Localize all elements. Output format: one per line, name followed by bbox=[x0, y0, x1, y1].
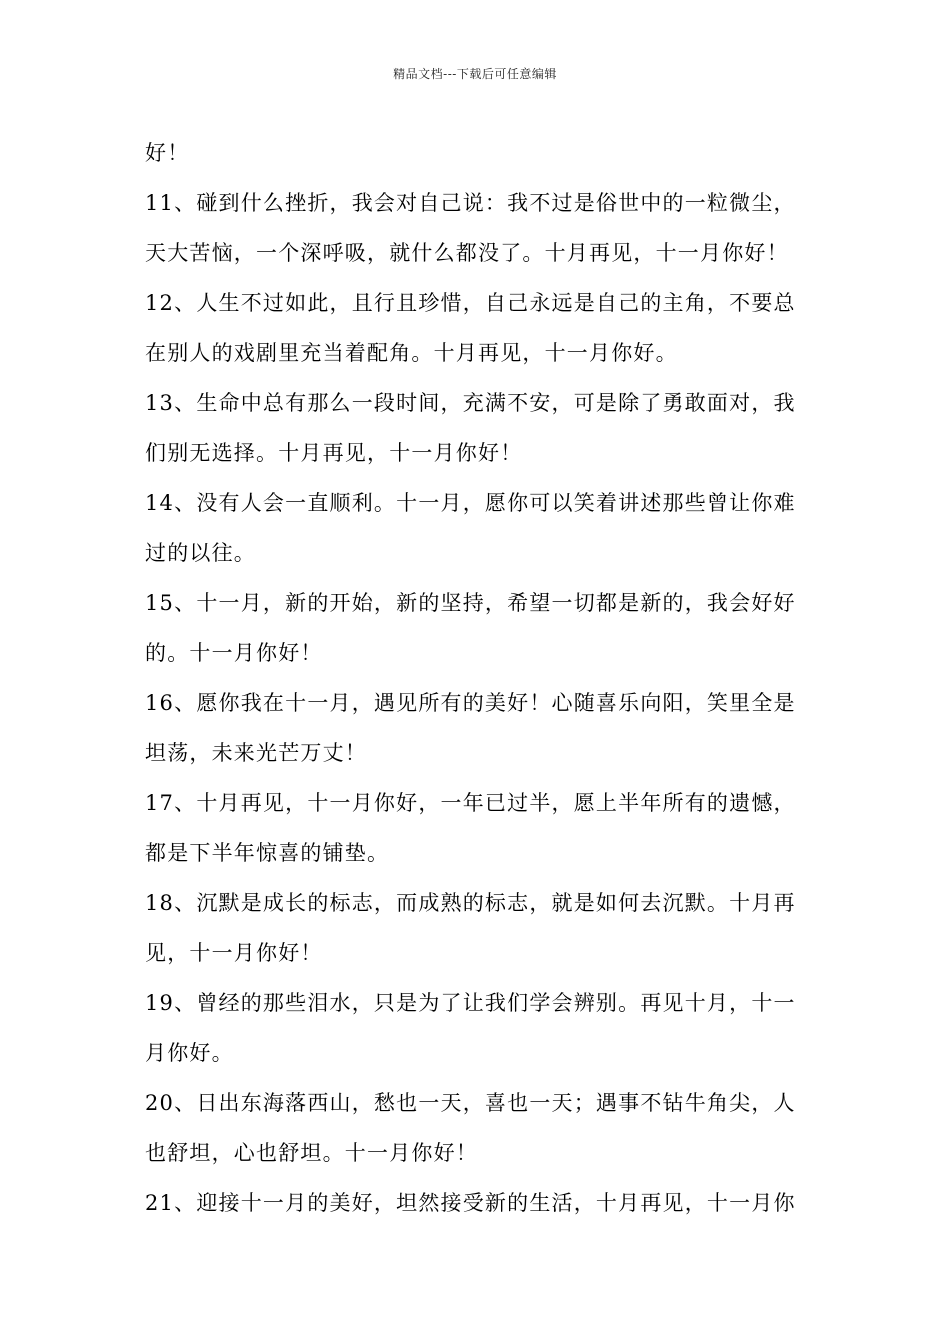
text-line: 14、没有人会一直顺利。十一月，愿你可以笑着讲述那些曾让你难 bbox=[145, 491, 796, 515]
text-line: 坦荡，未来光芒万丈！ bbox=[145, 741, 367, 765]
text-line: 的。十一月你好！ bbox=[145, 641, 323, 665]
text-line: 们别无选择。十月再见，十一月你好！ bbox=[145, 441, 523, 465]
text-line: 都是下半年惊喜的铺垫。 bbox=[145, 841, 390, 865]
page-header: 精品文档---下载后可任意编辑 bbox=[393, 67, 557, 81]
text-line: 20、日出东海落西山，愁也一天，喜也一天；遇事不钻牛角尖，人 bbox=[145, 1091, 796, 1115]
text-line: 12、人生不过如此，且行且珍惜，自己永远是自己的主角，不要总 bbox=[145, 291, 796, 315]
text-line: 21、迎接十一月的美好，坦然接受新的生活，十月再见，十一月你 bbox=[145, 1191, 796, 1215]
text-line: 天大苦恼，一个深呼吸，就什么都没了。十月再见，十一月你好！ bbox=[145, 241, 789, 265]
text-line: 19、曾经的那些泪水，只是为了让我们学会辨别。再见十月，十一 bbox=[145, 991, 796, 1015]
text-line: 11、碰到什么挫折，我会对自己说：我不过是俗世中的一粒微尘， bbox=[145, 191, 796, 215]
text-line: 过的以往。 bbox=[145, 541, 256, 565]
text-line: 13、生命中总有那么一段时间，充满不安，可是除了勇敢面对，我 bbox=[145, 391, 796, 415]
body-text bbox=[145, 128, 807, 1228]
text-line: 也舒坦，心也舒坦。十一月你好！ bbox=[145, 1141, 478, 1165]
text-line: 在别人的戏剧里充当着配角。十月再见，十一月你好。 bbox=[145, 341, 678, 365]
text-line: 18、沉默是成长的标志，而成熟的标志，就是如何去沉默。十月再 bbox=[145, 891, 796, 915]
text-line: 17、十月再见，十一月你好，一年已过半，愿上半年所有的遗憾， bbox=[145, 791, 796, 815]
text-line: 好！ bbox=[145, 141, 190, 165]
text-line: 见，十一月你好！ bbox=[145, 941, 323, 965]
text-line: 15、十一月，新的开始，新的坚持，希望一切都是新的，我会好好 bbox=[145, 591, 796, 615]
text-line: 16、愿你我在十一月，遇见所有的美好！心随喜乐向阳，笑里全是 bbox=[145, 691, 796, 715]
text-line: 月你好。 bbox=[145, 1041, 234, 1065]
